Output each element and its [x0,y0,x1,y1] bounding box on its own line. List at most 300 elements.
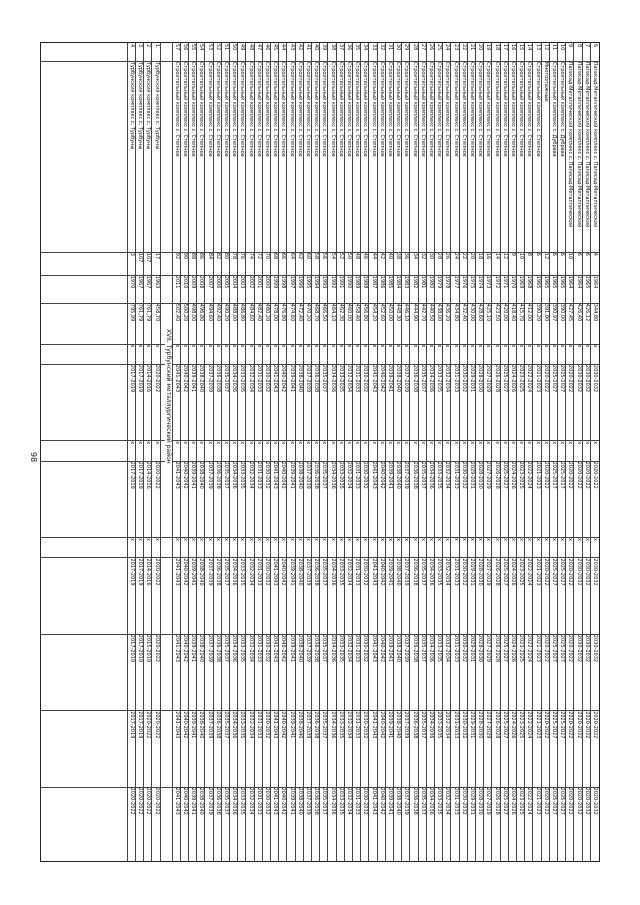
table-cell: 1969 [518,275,525,289]
table-cell: 2033-2035 [239,364,246,393]
table-cell: 1965 [551,275,557,289]
table-cell: 438,00 [436,303,443,322]
table-cell: 2020-2022 [153,634,160,663]
table-cell: x [575,344,582,348]
table-cell: 2034-2036 [329,461,336,489]
table-cell: 2040-2042 [280,787,287,815]
table-cell: 28 [411,44,418,51]
table-cell: 2031-2033 [452,711,459,739]
table-cell: x [395,538,402,541]
table-cell: x [198,344,205,348]
table-cell: Строительный комплекс с. Степное [272,61,279,157]
table-cell: x [264,441,270,445]
table-cell: x [313,441,320,445]
table-cell: 2037-2039 [206,558,213,586]
table-cell: Строительный комплекс с. Степное [370,61,377,157]
table-cell: 2032-2034 [444,787,451,815]
table-cell: 2039-2041 [387,364,393,393]
table-cell: 344,80 [592,303,598,322]
table-cell: 2017-2019 [129,711,135,739]
table-cell: x [321,538,328,541]
table-cell: x [288,441,295,445]
table-cell: x [403,344,410,348]
table-cell: 41 [305,44,311,51]
table-cell: 492,40 [214,303,221,322]
table-cell: 2038-2040 [395,711,402,739]
table-cell: 15 [518,44,525,51]
table-cell: x [145,538,152,541]
table-cell: x [173,344,180,348]
table-cell: 1964 [592,275,598,289]
table-cell: 68 [272,252,279,260]
table-cell: 2027-2029 [485,364,492,393]
table-cell: 2037-2039 [206,787,213,815]
table-cell: 2039-2041 [190,634,197,663]
table-cell: 502,40 [173,303,180,322]
table-cell: 2026-2028 [493,461,500,489]
row-divider [541,43,542,861]
table-cell: Строительный комплекс с. Степное [469,61,475,157]
table-cell: 50 [231,44,238,51]
table-cell: x [551,344,557,348]
table-cell: 482,40 [255,303,262,322]
table-cell: 2024-2026 [510,634,516,663]
table-cell: 2017-2019 [129,634,135,663]
table-cell: 2014-2016 [145,461,152,489]
table-cell: 2037-2039 [206,461,213,489]
table-cell: 29 [403,44,410,51]
table-cell: 2032-2034 [247,711,254,739]
table-cell: Строительный комплекс с. Степное [296,61,303,157]
table-cell: 2029-2031 [469,711,475,739]
table-cell: 90 [182,252,188,260]
table-cell: 2037-2039 [305,634,311,663]
table-cell: 2037-2039 [206,634,213,663]
table-cell: x [305,441,311,445]
table-cell: x [231,441,238,445]
table-cell: x [419,538,426,541]
table-cell: 2036-2038 [411,461,418,489]
table-cell: 2005 [223,275,229,289]
row-divider [516,43,517,861]
table-cell: x [477,344,484,348]
table-cell: 2035-2037 [321,364,328,393]
table-cell: 2036-2038 [313,711,320,739]
row-divider [286,43,287,861]
table-cell: x [247,344,254,348]
table-cell: 2032-2034 [247,461,254,489]
table-cell: x [419,344,426,348]
table-cell: 2041-2043 [272,461,279,489]
table-cell: 18 [477,252,484,260]
table-cell: 2032-2034 [444,364,451,393]
table-cell: x [542,538,549,541]
table-cell: 2030-2032 [362,558,369,586]
table-cell: 2033-2035 [337,461,344,489]
table-cell: Строительный комплекс с. Степное [313,61,320,157]
table-cell: 2020-2022 [153,461,160,489]
table-cell: x [206,344,213,348]
table-cell: x [272,538,279,541]
table-cell: 390,20 [534,303,541,322]
table-cell: 2035-2037 [419,461,426,489]
table-cell: 2031-2033 [452,787,459,815]
table-cell: 2034-2036 [428,558,434,586]
table-cell: 2020-2022 [583,461,590,489]
table-cell: 2038-2040 [296,461,303,489]
table-cell: 86 [198,252,205,260]
table-cell: 1983 [403,275,410,289]
table-cell: 2023-2025 [518,787,525,815]
table-cell: x [583,538,590,541]
table-cell: 2031-2033 [255,787,262,815]
table-cell: x [346,344,352,348]
row-divider [213,43,214,861]
table-cell: 1973 [485,275,492,289]
table-cell: 2029-2031 [469,787,475,815]
row-divider [180,43,181,861]
table-cell: 2031-2033 [452,634,459,663]
table-cell: 478,00 [272,303,279,322]
table-cell: x [239,441,246,445]
table-cell: 2031-2033 [452,461,459,489]
table-cell: x [354,344,361,348]
row-divider [278,43,279,861]
table-cell: x [231,538,238,541]
table-cell: 2003 [239,275,246,289]
table-cell: x [296,344,303,348]
table-cell: 2033-2035 [337,558,344,586]
table-cell: x [346,538,352,541]
table-cell: 432,40 [460,303,467,322]
table-cell: x [592,441,598,445]
table-cell: x [129,441,135,445]
table-cell: 6 [534,252,541,256]
table-cell: Строительный комплекс с. Степное [231,61,238,157]
table-cell: 2032-2034 [444,558,451,586]
table-cell: 2036-2038 [214,558,221,586]
table-cell: 52 [214,44,221,51]
table-cell: 2020-2022 [145,711,152,739]
table-cell: 2020-2022 [153,364,160,393]
table-cell: x [419,441,426,445]
table-cell: x [518,441,525,445]
table-cell: x [239,538,246,541]
table-cell: 49 [239,44,246,51]
table-cell: 2035-2037 [419,634,426,663]
table-cell: x [501,344,508,348]
table-cell: 107 [137,252,144,263]
row-divider [450,43,451,861]
table-cell: 2030-2032 [264,711,270,739]
table-cell: 2041-2043 [173,711,180,739]
table-cell: 2030-2032 [362,711,369,739]
table-cell: x [280,344,287,348]
table-cell: 40 [313,44,320,51]
table-cell: 48 [247,44,254,51]
schedule-table [40,42,600,862]
row-divider [151,43,152,861]
table-cell: 2038-2040 [198,634,205,663]
table-cell: 430,00 [469,303,475,322]
table-cell: 2041-2043 [370,711,377,739]
table-cell: Строительный комплекс с. Степное [337,61,344,157]
table-cell: 2037-2039 [403,787,410,815]
table-cell: 46 [362,252,369,260]
table-cell: 2035-2037 [321,461,328,489]
table-cell: 2036-2038 [313,634,320,663]
table-cell: 20 [477,44,484,51]
table-cell: 1965 [559,275,566,289]
table-cell: 2030-2032 [264,364,270,393]
table-cell: 2022-2024 [526,634,533,663]
table-cell: x [321,344,328,348]
table-cell: 390,97 [551,303,557,322]
table-cell: 1972 [493,275,500,289]
table-cell: 2035-2037 [223,787,229,815]
table-cell: x [223,441,229,445]
table-cell: 76 [239,252,246,260]
table-cell: Палисад-Металлический комплекс с. Палисад-Металлический [575,61,582,228]
table-cell: 761,79 [137,303,144,322]
table-cell: 2021-2023 [534,634,541,663]
row-divider [135,43,136,861]
table-cell: 2030-2032 [264,461,270,489]
table-cell: 53 [206,44,213,51]
table-cell: x [592,538,598,541]
table-cell: 2033-2035 [337,787,344,815]
table-cell: 1975 [469,275,475,289]
table-cell: 426,40 [575,303,582,322]
table-cell: 2035-2037 [223,364,229,393]
table-cell: x [534,441,541,445]
table-cell: 426,12 [583,303,590,322]
row-divider [393,43,394,861]
table-cell: 30 [395,44,402,51]
table-cell: 1989 [354,275,361,289]
table-cell: 496,80 [198,303,205,322]
table-cell: 2041-2043 [173,558,180,586]
table-cell: 2040-2042 [182,558,188,586]
table-cell: 92 [173,252,180,260]
table-cell: 2036-2038 [313,364,320,393]
table-cell: 2033-2035 [239,461,246,489]
table-cell: 2039-2041 [288,787,295,815]
table-cell: 2035-2037 [321,711,328,739]
table-cell: 2025-2027 [501,461,508,489]
table-cell: 2033-2035 [436,461,443,489]
table-cell: 74 [247,252,254,260]
table-cell: x [493,441,500,445]
table-cell: x [190,538,197,541]
table-cell: 440,50 [428,303,434,322]
table-cell: 51 [223,44,229,51]
table-cell: 2031-2033 [255,461,262,489]
table-cell: 2025-2027 [501,634,508,663]
table-cell: x [288,344,295,348]
table-cell: 2041-2043 [370,634,377,663]
table-cell: Строительный комплекс с. Степное [460,61,467,157]
table-cell: 2025-2027 [551,711,557,739]
table-cell: x [137,441,144,445]
table-cell: Палисад-Металлический комплекс с. Палисад-Металлический [592,61,598,228]
table-cell: 55 [190,44,197,51]
table-cell: 474,60 [288,303,295,322]
table-cell: 21 [469,44,475,51]
table-cell: 1998 [280,275,287,289]
table-cell: 2033-2035 [436,558,443,586]
table-cell: 2030-2032 [583,558,590,586]
table-cell: 2022-2024 [526,364,533,393]
table-cell: 2038-2040 [395,634,402,663]
table-cell: 2041-2043 [272,634,279,663]
table-cell: 82 [214,252,221,260]
row-divider [229,43,230,861]
table-cell: 34 [362,44,369,51]
table-cell: x [518,538,525,541]
table-cell: 2030-2032 [460,558,467,586]
table-cell: 16 [510,44,516,51]
table-cell: 2031-2033 [354,787,361,815]
table-cell: Строительный комплекс с. Степное [501,61,508,157]
table-cell: x [583,344,590,348]
table-cell: x [387,538,393,541]
table-cell: 2038-2040 [198,461,205,489]
table-cell: 2036-2038 [313,787,320,815]
row-divider [565,43,566,861]
row-divider [344,43,345,861]
table-cell: 44 [280,44,287,51]
table-cell: 2040-2042 [280,634,287,663]
table-cell: Строительный комплекс с. Степное [493,61,500,157]
table-cell: 2020-2022 [153,787,160,815]
table-cell: x [153,538,160,541]
table-cell: x [403,538,410,541]
table-cell: 415,70 [518,303,525,322]
table-cell: 2025-2027 [559,634,566,663]
row-divider [196,43,197,861]
table-cell: 2032-2034 [247,787,254,815]
row-divider [573,43,574,861]
table-cell: x [206,538,213,541]
table-cell: Строительный комплекс с. Дубрава [559,61,566,157]
table-cell: 2000 [264,275,270,289]
table-cell: Строительный комплекс с. Дубрава [551,61,557,157]
table-cell: 444,90 [411,303,418,322]
table-cell: 2020-2032 [575,787,582,815]
table-cell: 52 [337,252,344,260]
table-cell: 761,79 [145,303,152,322]
table-cell: x [452,538,459,541]
table-cell: 2028-2030 [477,364,484,393]
table-cell: 480,20 [264,303,270,322]
table-cell: 2040-2042 [182,787,188,815]
table-cell: 2040-2042 [280,461,287,489]
table-cell: x [255,344,262,348]
table-cell: x [444,344,451,348]
table-cell: x [173,441,180,445]
table-cell: 2020-2022 [567,634,574,663]
table-cell: x [411,344,418,348]
table-cell: x [231,344,238,348]
table-cell: x [567,344,574,348]
table-cell: 2025-2027 [551,364,557,393]
table-cell: 1994 [313,275,320,289]
table-cell: Строительный комплекс с. Степное [206,61,213,157]
table-cell: x [485,441,492,445]
row-divider [303,43,304,861]
table-cell: x [264,538,270,541]
table-cell: 58 [313,252,320,260]
table-cell: 64 [288,252,295,260]
table-cell: 20 [469,252,475,260]
table-cell: 2028-2030 [477,711,484,739]
table-cell: 442,70 [419,303,426,322]
table-cell: 2031-2033 [452,364,459,393]
table-cell: x [190,441,197,445]
row-divider [418,43,419,861]
table-cell: x [477,441,484,445]
table-cell: 2030-2032 [592,558,598,586]
table-cell: 2034-2036 [231,461,238,489]
table-cell: 2037-2039 [206,711,213,739]
table-cell: x [444,441,451,445]
table-cell: x [247,441,254,445]
table-cell: x [436,344,443,348]
table-cell: Строительный комплекс с. Степное [477,61,484,157]
table-cell: 2030-2032 [460,711,467,739]
table-cell: 2032-2034 [346,711,352,739]
row-divider [172,43,173,861]
table-cell: 2040-2042 [280,558,287,586]
table-cell: 2040-2042 [280,364,287,393]
table-cell: x [542,441,549,445]
table-cell: 2030-2032 [362,461,369,489]
row-divider [295,43,296,861]
table-cell: 2039-2041 [190,364,197,393]
table-cell: 37 [337,44,344,51]
table-cell: x [403,441,410,445]
table-cell: 476,80 [280,303,287,322]
row-divider [368,43,369,861]
table-cell: 2030-2032 [592,364,598,393]
table-cell: 2020-2022 [567,787,574,815]
table-cell: 2023-2025 [518,634,525,663]
table-cell: 107 [145,252,152,263]
table-cell: x [567,441,574,445]
table-cell: 1965 [542,275,549,289]
table-cell: 2020-2022 [542,634,549,663]
table-cell: 2041-2043 [173,634,180,663]
table-cell: 6 [592,44,598,48]
table-cell: 2041-2043 [173,787,180,815]
table-cell: 2040-2042 [378,558,385,586]
table-cell: 2037-2039 [403,461,410,489]
table-cell: 2035-2037 [321,558,328,586]
table-cell: x [214,441,221,445]
table-cell: x [592,344,598,348]
table-cell: 2031-2033 [255,558,262,586]
row-divider [254,43,255,861]
table-cell: 1995 [305,275,311,289]
table-cell: 1968 [526,275,533,289]
table-cell: 795,99 [129,303,135,322]
table-cell: 2007 [206,275,213,289]
table-cell: Строительный комплекс с. Степное [280,61,287,157]
table-cell: x [362,538,369,541]
table-cell: 1964 [575,275,582,289]
table-cell: 2030-2032 [592,634,598,663]
